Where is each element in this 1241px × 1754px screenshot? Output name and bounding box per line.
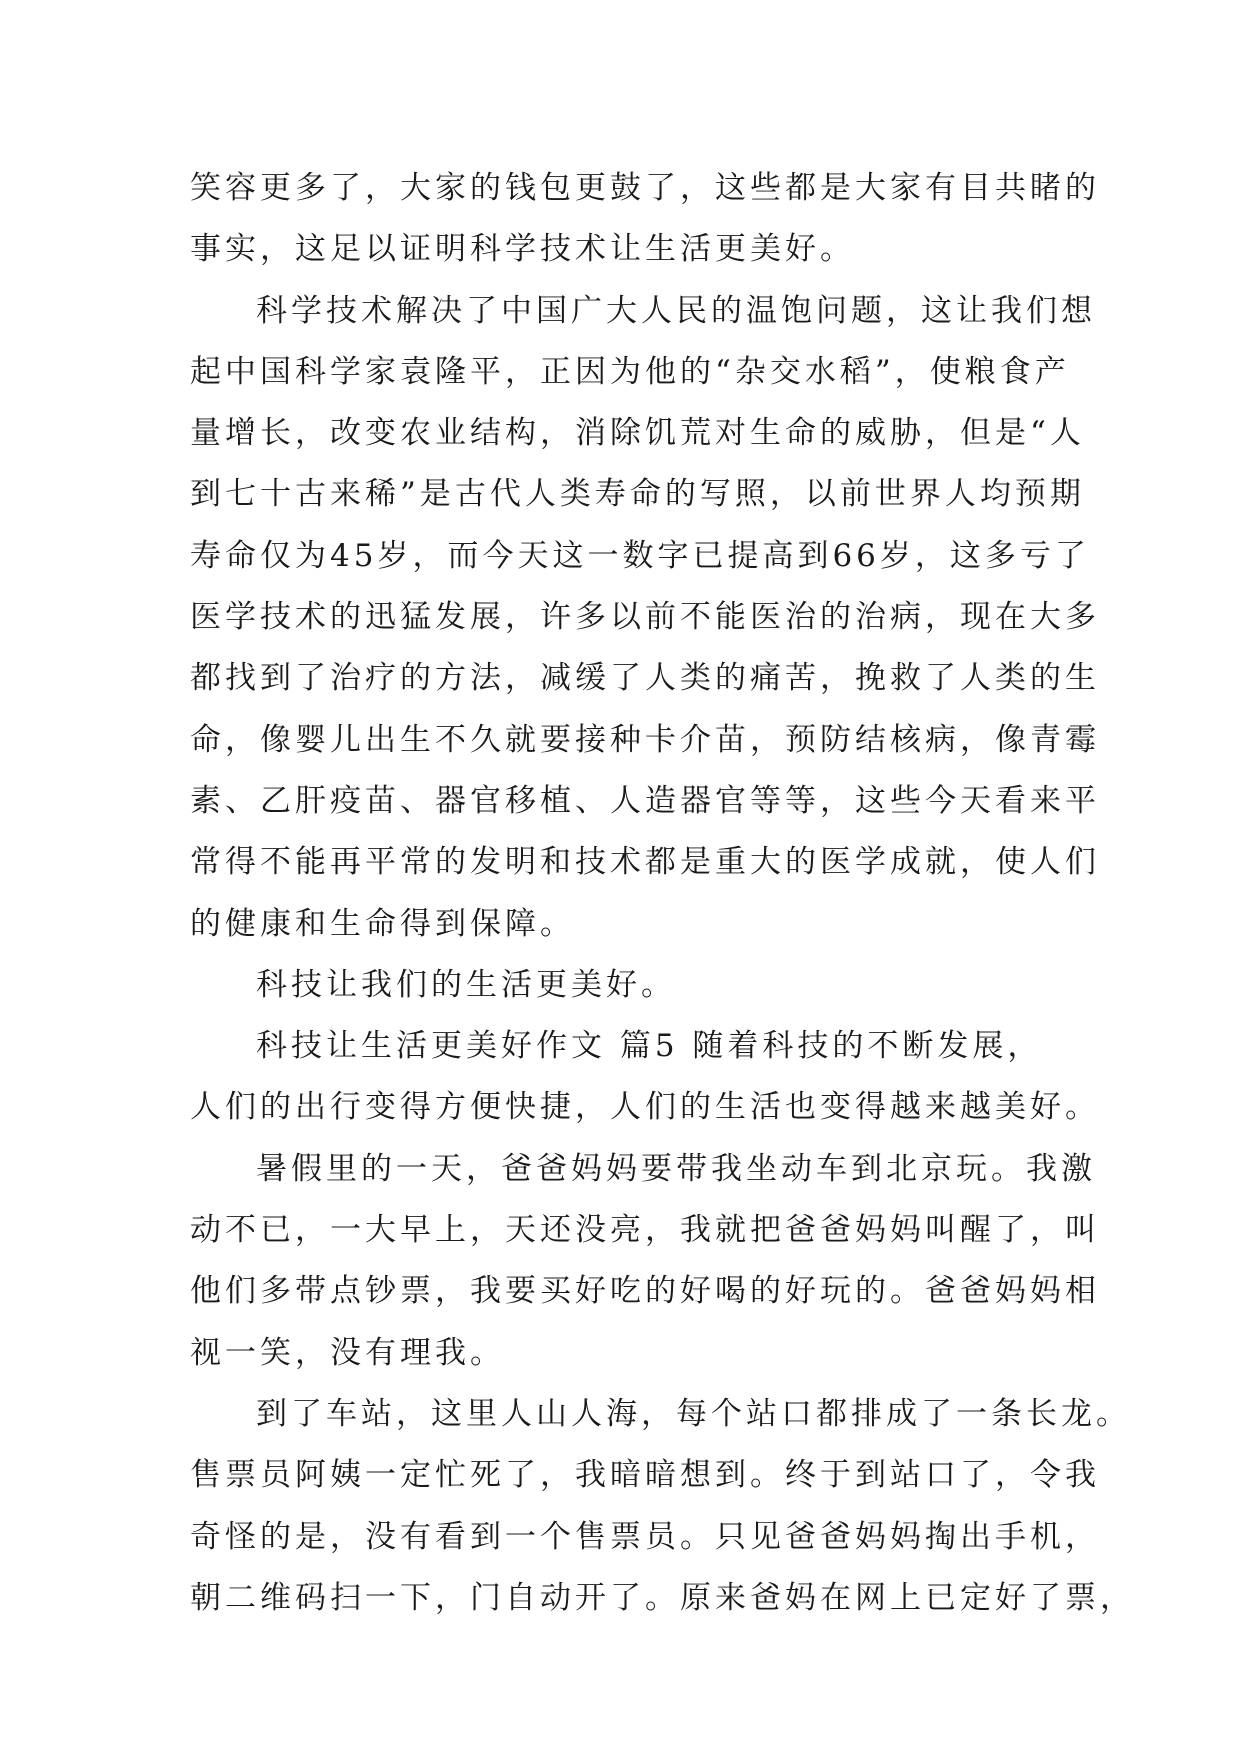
text-line: 他们多带点钞票，我要买好吃的好喝的好玩的。爸爸妈妈相	[190, 1273, 1100, 1310]
text-line: 医学技术的迅猛发展，许多以前不能医治的治病，现在大多	[190, 599, 1100, 636]
text-line: 科学技术解决了中国广大人民的温饱问题，这让我们想	[256, 292, 1096, 329]
text-line: 科技让我们的生活更美好。	[256, 966, 676, 1003]
text-line: 朝二维码扫一下，门自动开了。原来爸妈在网上已定好了票，	[190, 1579, 1135, 1616]
text-line: 科技让生活更美好作文 篇5 随着科技的不断发展，	[256, 1028, 1043, 1065]
document-body	[190, 158, 1135, 1629]
text-line: 都找到了治疗的方法，减缓了人类的痛苦，挽救了人类的生	[190, 660, 1100, 697]
text-line: 到了车站，这里人山人海，每个站口都排成了一条长龙。	[256, 1395, 1131, 1432]
text-line: 人们的出行变得方便快捷，人们的生活也变得越来越美好。	[190, 1089, 1100, 1126]
text-line: 动不已，一大早上，天还没亮，我就把爸爸妈妈叫醒了，叫	[190, 1212, 1100, 1249]
text-line: 素、乙肝疫苗、器官移植、人造器官等等，这些今天看来平	[190, 782, 1100, 819]
text-line: 事实，这足以证明科学技术让生活更美好。	[190, 231, 855, 268]
text-line: 奇怪的是，没有看到一个售票员。只见爸爸妈妈掏出手机，	[190, 1518, 1100, 1555]
text-line: 起中国科学家袁隆平，正因为他的“杂交水稻”，使粮食产	[190, 353, 1070, 390]
text-line: 视一笑，没有理我。	[190, 1334, 505, 1371]
text-line: 命，像婴儿出生不久就要接种卡介苗，预防结核病，像青霉	[190, 721, 1100, 758]
text-line: 笑容更多了，大家的钱包更鼓了，这些都是大家有目共睹的	[190, 170, 1100, 206]
text-line: 的健康和生命得到保障。	[190, 905, 575, 942]
text-line: 暑假里的一天，爸爸妈妈要带我坐动车到北京玩。我激	[256, 1150, 1096, 1187]
text-line: 寿命仅为45岁，而今天这一数字已提高到66岁，这多亏了	[190, 537, 1090, 574]
text-line: 量增长，改变农业结构，消除饥荒对生命的威胁，但是“人	[190, 415, 1085, 452]
text-line: 到七十古来稀”是古代人类寿命的写照，以前世界人均预期	[190, 476, 1085, 513]
text-line: 售票员阿姨一定忙死了，我暗暗想到。终于到站口了，令我	[190, 1457, 1100, 1494]
text-line: 常得不能再平常的发明和技术都是重大的医学成就，使人们	[190, 844, 1100, 881]
